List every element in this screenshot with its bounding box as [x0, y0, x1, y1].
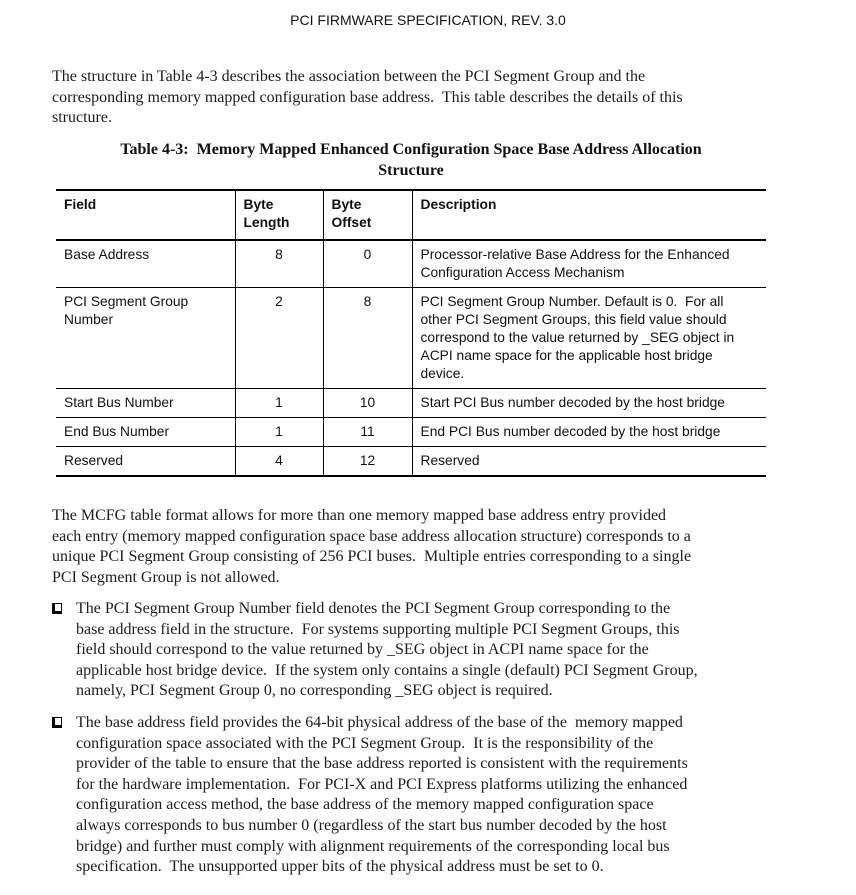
cell-byte-length: 2: [235, 288, 323, 389]
text-line: each entry (memory mapped configuration space base address allocation structure) corresponds to a: [52, 527, 691, 545]
text-line: applicable host bridge device. If the system only contains a single (default) PCI Segment Group,: [76, 661, 698, 679]
text-line: field should correspond to the value returned by _SEG object in ACPI name space for the: [76, 641, 649, 659]
table-row: [56, 389, 766, 418]
text-line: configuration space associated with the PCI Segment Group. It is the responsibility of the: [76, 734, 654, 752]
table-row: [56, 418, 766, 447]
text-line: for the hardware implementation. For PCI-X and PCI Express platforms utilizing the enhanced: [76, 775, 688, 793]
text-line: namely, PCI Segment Group 0, no corresponding _SEG object is required.: [76, 682, 553, 700]
cell-byte-offset: 12: [323, 447, 412, 477]
cell-description: PCI Segment Group Number. Default is 0. For all other PCI Segment Groups, this field value should correspond to the value returned by _SEG object in ACPI name space for the applicable host bridge device.: [412, 288, 766, 389]
bullet-text: [76, 599, 698, 702]
cell-byte-offset: 0: [323, 240, 412, 288]
cell-description: End PCI Bus number decoded by the host bridge: [412, 418, 766, 447]
running-head: PCI FIRMWARE SPECIFICATION, REV. 3.0: [290, 12, 566, 28]
table-row: [56, 447, 766, 477]
cell-description: Reserved: [420, 453, 480, 468]
cell-field: Base Address: [56, 240, 235, 288]
mcfg-paragraph: [52, 506, 814, 588]
table-header-row: [56, 190, 766, 240]
text-line: The structure in Table 4-3 describes the association between the PCI Segment Group and the: [52, 68, 646, 85]
square-bullet-icon: [52, 603, 62, 614]
column-header-byte-offset: Byte Offset: [323, 190, 412, 240]
text-line: The base address field provides the 64-bit physical address of the base of the memory mapped: [76, 714, 683, 731]
text-line: The MCFG table format allows for more than one memory mapped base address entry provided: [52, 507, 667, 524]
table-caption: [56, 139, 766, 181]
cell-description: Start PCI Bus number decoded by the host bridge: [412, 389, 766, 418]
cell-byte-offset: 8: [323, 288, 412, 389]
text-line: corresponding memory mapped configuration base address. This table describes the details of this: [52, 88, 683, 106]
bullet-text: [76, 713, 688, 878]
cell-byte-length: 4: [235, 447, 323, 477]
table-body: [56, 240, 766, 476]
cell-field: Reserved: [56, 447, 235, 477]
cell-field: Start Bus Number: [56, 389, 235, 418]
text-line: configuration access method, the base address of the memory mapped configuration space: [76, 796, 654, 814]
column-header-field: Field: [56, 190, 235, 240]
square-bullet-icon: [52, 717, 62, 728]
bullet-item-base-address: [52, 713, 814, 878]
spec-table: [56, 189, 766, 477]
cell-byte-offset: 10: [323, 389, 412, 418]
cell-description: Processor-relative Base Address for the Enhanced Configuration Access Mechanism: [412, 240, 766, 288]
text-line: base address field in the structure. For systems supporting multiple PCI Segment Groups, this: [76, 620, 680, 638]
cell-byte-length: 1: [235, 389, 323, 418]
text-line: specification. The unsupported upper bits of the physical address must be set to 0.: [76, 858, 604, 876]
column-header-byte-length: Byte Length: [235, 190, 323, 240]
text-line: PCI Segment Group is not allowed.: [52, 568, 280, 586]
text-line: always corresponds to bus number 0 (regardless of the start bus number decoded by the host: [76, 816, 667, 834]
bullet-item-segment-group: [52, 599, 814, 702]
cell-field: End Bus Number: [56, 418, 235, 447]
cell-byte-offset: 11: [323, 418, 412, 447]
text-line: The PCI Segment Group Number field denotes the PCI Segment Group corresponding to the: [76, 600, 671, 617]
cell-byte-length: 1: [235, 418, 323, 447]
text-line: bridge) and further must comply with alignment requirements of the corresponding local bus: [76, 837, 670, 855]
text-line: provider of the table to ensure that the base address reported is consistent with the requirements: [76, 755, 688, 773]
cell-field: PCI Segment Group Number: [56, 288, 235, 389]
table-row: [56, 288, 766, 389]
text-line: structure.: [52, 109, 112, 127]
column-header-description: Description: [412, 190, 766, 240]
text-line: unique PCI Segment Group consisting of 256 PCI buses. Multiple entries corresponding to a single: [52, 548, 692, 566]
intro-paragraph: [52, 67, 814, 129]
cell-byte-length: 8: [235, 240, 323, 288]
table-row: [56, 240, 766, 288]
text-line: Table 4-3: Memory Mapped Enhanced Configuration Space Base Address Allocation: [120, 141, 702, 158]
text-line: Structure: [378, 162, 444, 179]
